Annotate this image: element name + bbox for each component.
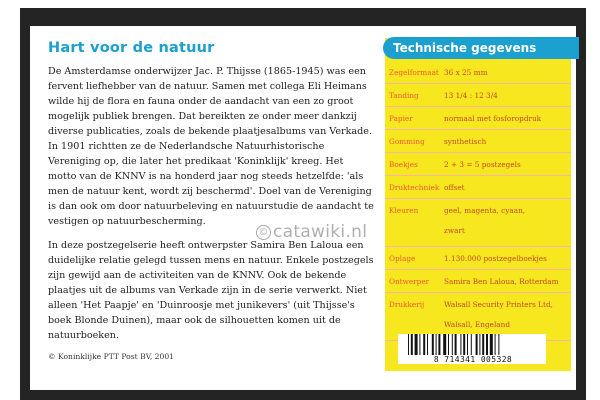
tech-row-papier — [385, 107, 571, 130]
tech-row-oplage — [385, 247, 571, 270]
tech-label: Druktechniek — [389, 182, 440, 192]
barcode-bar — [498, 334, 499, 356]
tech-value: 1.130.000 postzegelboekjes — [444, 253, 547, 263]
tech-value: 36 x 25 mm — [444, 67, 488, 77]
paragraph-1: De Amsterdamse onderwijzer Jac. P. Thijsse (1865-1945) was een fervent liefhebber van de natuur. Samen met collega Eli Heimans wilde hij de flora en fauna onder de aandacht van een zo groot mogelijk publiek brengen. Dat bereikten ze onder meer dankzij diverse publicaties, zoals de bekende plaatjesalbums van Verkade. In 1901 richtten ze de Nederlandsche Natuurhistorische Vereniging op, die later het predikaat 'Koninklijk' kreeg. Het motto van de KNNV is na honderd jaar nog steeds hetzelfde: 'als men de natuur kent, wordt zij beschermd'. Doel van de Vereniging is dan ook om door natuurbeleving en natuurstudie de aandacht te vestigen op natuurbescherming. — [48, 66, 374, 227]
technical-table — [385, 61, 571, 341]
tech-value — [444, 300, 553, 329]
barcode-bar — [479, 334, 480, 356]
paragraph-2: In deze postzegelserie heeft ontwerpster Samira Ben Laloua een duidelijke relatie gelegd tussen mens en natuur. Enkele postzegels zijn gewijd aan de activiteiten van de KNNV. Ook de bekende plaatjes uit de albums van Verkade zijn in de serie verwerkt. Niet alleen 'Het Paapje' en 'Duinroosje met junikevers' (uit Thijsse's boek Blonde Duinen), maar ook de silhouetten komen uit de natuurboeken. — [48, 240, 374, 341]
barcode-bar — [495, 334, 496, 356]
barcode — [398, 334, 546, 364]
tech-value-line-2: zwart — [444, 226, 465, 235]
tech-row-tanding — [385, 84, 571, 107]
tech-value-line-2: Walsall, Engeland — [444, 320, 511, 329]
tech-label: Kleuren — [389, 206, 419, 215]
barcode-bar — [486, 334, 488, 356]
tech-value: normaal met fosforopdruk — [444, 113, 542, 123]
tech-value — [444, 206, 525, 235]
barcode-bar — [411, 334, 413, 356]
barcode-bar — [408, 334, 409, 356]
barcode-bar — [471, 334, 472, 356]
barcode-bar — [455, 334, 457, 356]
text-column — [48, 40, 374, 361]
tech-row-gomming — [385, 130, 571, 153]
barcode-bar — [415, 334, 418, 356]
barcode-bar — [452, 334, 453, 356]
barcode-bar — [476, 334, 478, 356]
tech-label: Papier — [389, 113, 413, 123]
tech-value: synthetisch — [444, 136, 487, 146]
barcode-bar — [463, 334, 465, 356]
barcode-bar — [460, 334, 461, 356]
tech-label: Tanding — [389, 90, 419, 100]
page-title: Hart voor de natuur — [48, 40, 215, 56]
barcode-number: 8 714341 005328 — [400, 355, 546, 364]
watermark-suffix: .nl — [345, 222, 368, 242]
tech-value-line-1: geel, magenta, cyaan, — [444, 206, 526, 215]
copyright: © Koninklijke PTT Post BV, 2001 — [48, 352, 174, 361]
copyright-symbol-icon: © — [256, 225, 271, 240]
tech-value-line-1: Walsall Security Printers Ltd, — [444, 300, 553, 309]
barcode-bar — [419, 334, 420, 356]
tech-row-kleuren — [385, 199, 571, 247]
tech-label: Gomming — [389, 136, 425, 146]
tech-label: Zegelformaat — [389, 67, 439, 77]
watermark — [256, 222, 367, 242]
barcode-bar — [482, 334, 484, 356]
watermark-text: catawiki — [273, 222, 346, 242]
tech-label: Oplage — [389, 253, 416, 263]
barcode-bars-icon — [398, 334, 546, 356]
tech-label: Drukkerij — [389, 300, 425, 309]
barcode-bar — [427, 334, 428, 356]
barcode-bar — [436, 334, 437, 356]
barcode-bar — [432, 334, 434, 356]
barcode-bar — [423, 334, 425, 356]
barcode-bar — [467, 334, 468, 356]
tech-label: Boekjes — [389, 159, 418, 169]
tech-value: 2 + 3 = 5 postzegels — [444, 159, 521, 169]
tech-value: offset — [444, 182, 465, 192]
tech-row-zegelformaat — [385, 61, 571, 84]
tech-row-ontwerper — [385, 270, 571, 293]
tech-row-boekjes — [385, 153, 571, 176]
barcode-bar — [438, 334, 440, 356]
tech-row-druktechniek — [385, 176, 571, 199]
tech-label: Ontwerper — [389, 276, 430, 286]
tech-value: 13 1/4 : 12 3/4 — [444, 90, 498, 100]
barcode-bar — [490, 334, 493, 356]
technical-header: Technische gegevens — [383, 37, 579, 59]
barcode-bar — [443, 334, 446, 356]
barcode-bar — [448, 334, 449, 356]
tech-value: Samira Ben Laloua, Rotterdam — [444, 276, 559, 286]
